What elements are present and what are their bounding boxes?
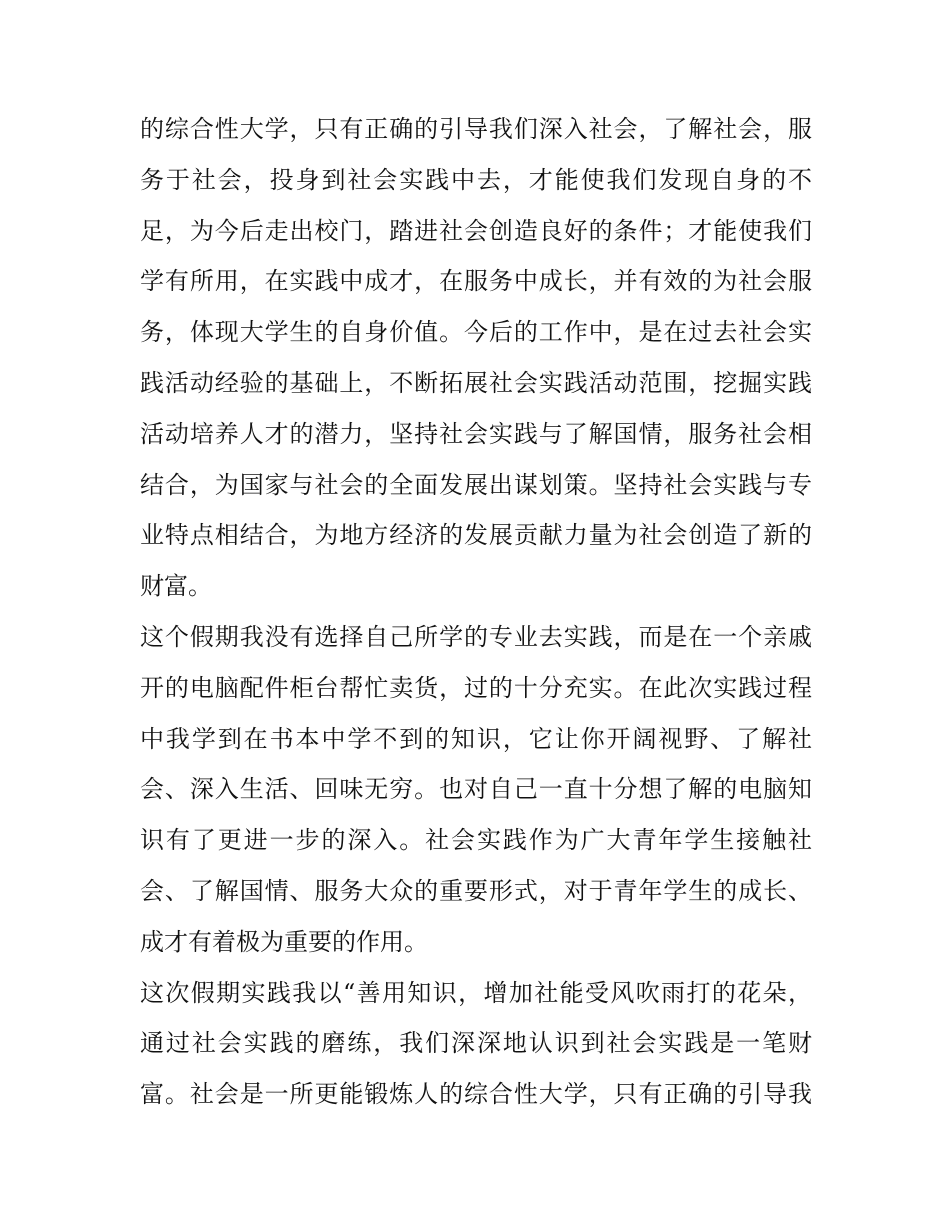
text-line: 活动培养人才的潜力，坚持社会实践与了解国情，服务社会相 [140,419,812,448]
body-text [140,104,812,1120]
paragraph-1 [140,104,812,612]
text-line: 业特点相结合，为地方经济的发展贡献力量为社会创造了新的 [140,521,812,550]
text-line: 学有所用，在实践中成才，在服务中成长，并有效的为社会服 [140,267,812,296]
text-line: 务于社会，投身到社会实践中去，才能使我们发现自身的不 [140,165,812,194]
text-line: 的综合性大学，只有正确的引导我们深入社会，了解社会，服 [140,115,812,143]
paragraph-2 [140,612,812,968]
text-line: 识有了更进一步的深入。社会实践作为广大青年学生接触社 [140,826,812,855]
text-line: 务，体现大学生的自身价值。今后的工作中，是在过去社会实 [140,318,812,347]
text-line: 成才有着极为重要的作用。 [140,927,428,956]
text-line: 开的电脑配件柜台帮忙卖货，过的十分充实。在此次实践过程 [140,673,812,702]
text-line: 结合，为国家与社会的全面发展出谋划策。坚持社会实践与专 [140,470,812,499]
text-line: 通过社会实践的磨练，我们深深地认识到社会实践是一笔财 [140,1029,812,1058]
text-line: 财富。 [140,572,212,601]
text-line: 足，为今后走出校门，踏进社会创造良好的条件；才能使我们 [140,216,812,245]
paragraph-3 [140,968,812,1120]
text-line: 这次假期实践我以“善用知识，增加社能受风吹雨打的花朵， [140,978,812,1007]
text-line: 会、了解国情、服务大众的重要形式，对于青年学生的成长、 [140,876,812,905]
text-line: 这个假期我没有选择自己所学的专业去实践，而是在一个亲戚 [140,622,812,651]
text-line: 会、深入生活、回味无穷。也对自己一直十分想了解的电脑知 [140,775,812,804]
text-line: 践活动经验的基础上，不断拓展社会实践活动范围，挖掘实践 [140,368,812,397]
text-line: 富。社会是一所更能锻炼人的综合性大学，只有正确的引导我 [140,1080,812,1109]
text-line: 中我学到在书本中学不到的知识，它让你开阔视野、了解社 [140,724,812,753]
